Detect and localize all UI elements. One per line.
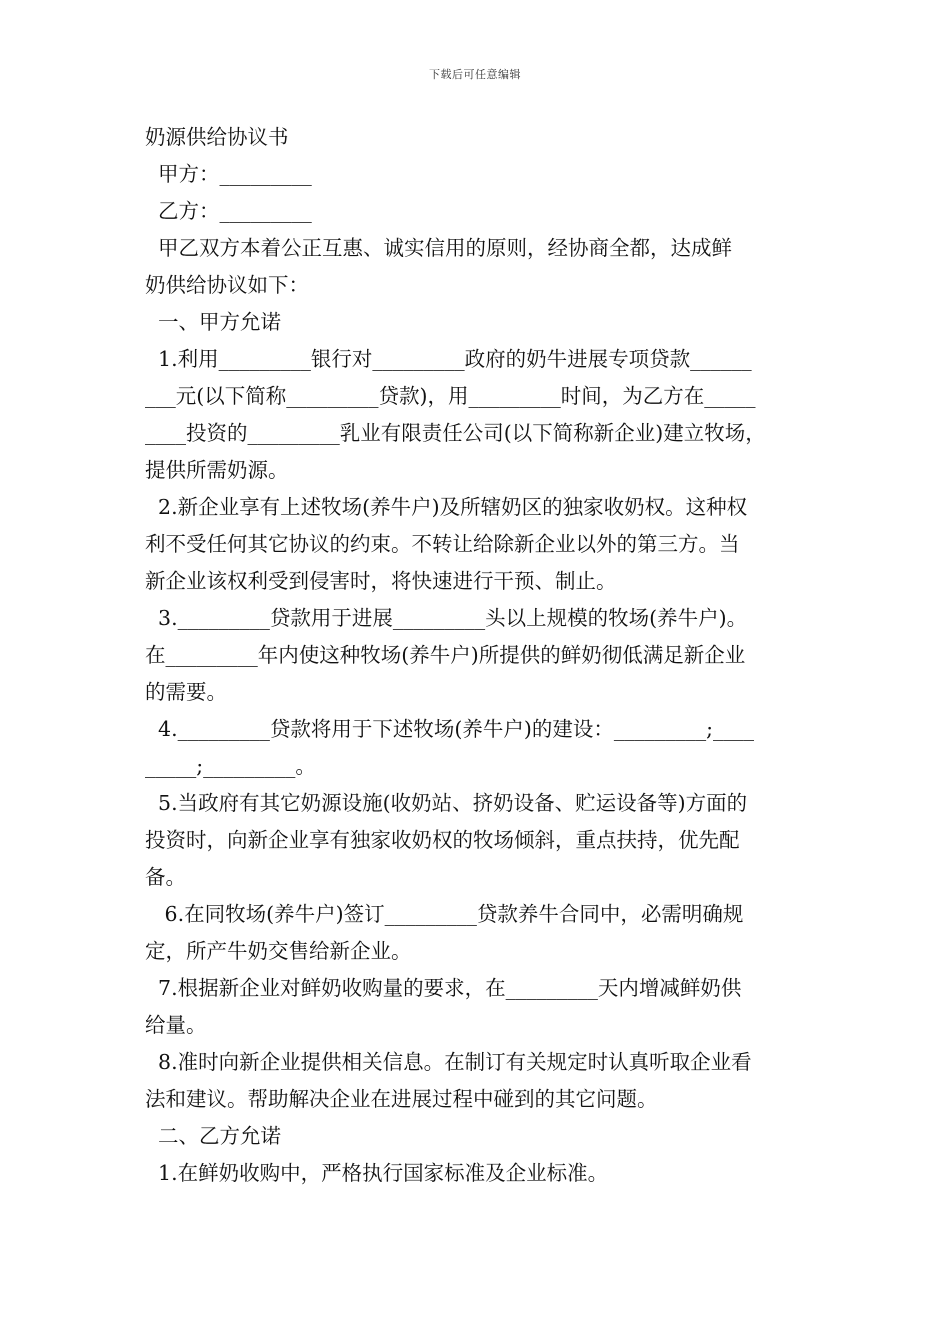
clause-a6-line-2: 定，所产牛奶交售给新企业。 xyxy=(145,939,412,963)
clause-a8-line-1: 8.准时向新企业提供相关信息。在制订有关规定时认真听取企业看 xyxy=(145,1050,752,1074)
clause-a2-line-1: 2.新企业享有上述牧场(养牛户)及所辖奶区的独家收奶权。这种权 xyxy=(145,495,748,519)
clause-b1-line-1: 1.在鲜奶收购中，严格执行国家标准及企业标准。 xyxy=(145,1161,609,1185)
clause-a4-line-2: _____;_________。 xyxy=(145,754,316,778)
clause-a1-line-1: 1.利用_________银行对_________政府的奶牛进展专项贷款______ xyxy=(145,347,752,371)
clause-a4-line-1: 4._________贷款将用于下述牧场(养牛户)的建设：_________;____ xyxy=(145,717,754,741)
document-body xyxy=(145,119,810,1192)
clause-a2-line-3: 新企业该权利受到侵害时，将快速进行干预、制止。 xyxy=(145,569,617,593)
clause-a5-line-2: 投资时，向新企业享有独家收奶权的牧场倾斜，重点扶持，优先配 xyxy=(145,828,740,852)
clause-a3-line-1: 3._________贷款用于进展_________头以上规模的牧场(养牛户)。 xyxy=(145,606,748,630)
clause-a8-line-2: 法和建议。帮助解决企业在进展过程中碰到的其它问题。 xyxy=(145,1087,658,1111)
clause-a7-line-2: 给量。 xyxy=(145,1013,207,1037)
section-heading-party-b: 二、乙方允诺 xyxy=(145,1124,282,1148)
header-note: 下载后可任意编辑 xyxy=(429,68,521,81)
clause-a5-line-3: 备。 xyxy=(145,865,186,889)
section-heading-party-a: 一、甲方允诺 xyxy=(145,310,282,334)
clause-a1-line-4: 提供所需奶源。 xyxy=(145,458,289,482)
preamble-line-1: 甲乙双方本着公正互惠、诚实信用的原则，经协商全都，达成鲜 xyxy=(145,236,733,260)
clause-a5-line-1: 5.当政府有其它奶源设施(收奶站、挤奶设备、贮运设备等)方面的 xyxy=(145,791,748,815)
clause-a1-line-2: ___元(以下简称_________贷款)，用_________时间，为乙方在_____ xyxy=(145,384,756,408)
clause-a7-line-1: 7.根据新企业对鲜奶收购量的要求，在_________天内增减鲜奶供 xyxy=(145,976,742,1000)
preamble-line-2: 奶供给协议如下： xyxy=(145,273,309,297)
clause-a2-line-2: 利不受任何其它协议的约束。不转让给除新企业以外的第三方。当 xyxy=(145,532,740,556)
clause-a1-line-3: ____投资的_________乳业有限责任公司(以下简称新企业)建立牧场， xyxy=(145,421,766,445)
clause-a3-line-2: 在_________年内使这种牧场(养牛户)所提供的鲜奶彻低满足新企业 xyxy=(145,643,746,667)
party-a-line: 甲方：_________ xyxy=(145,162,312,186)
document-title: 奶源供给协议书 xyxy=(145,125,289,149)
party-b-line: 乙方：_________ xyxy=(145,199,312,223)
clause-a3-line-3: 的需要。 xyxy=(145,680,227,704)
clause-a6-line-1: 6.在同牧场(养牛户)签订_________贷款养牛合同中，必需明确规 xyxy=(145,902,744,926)
